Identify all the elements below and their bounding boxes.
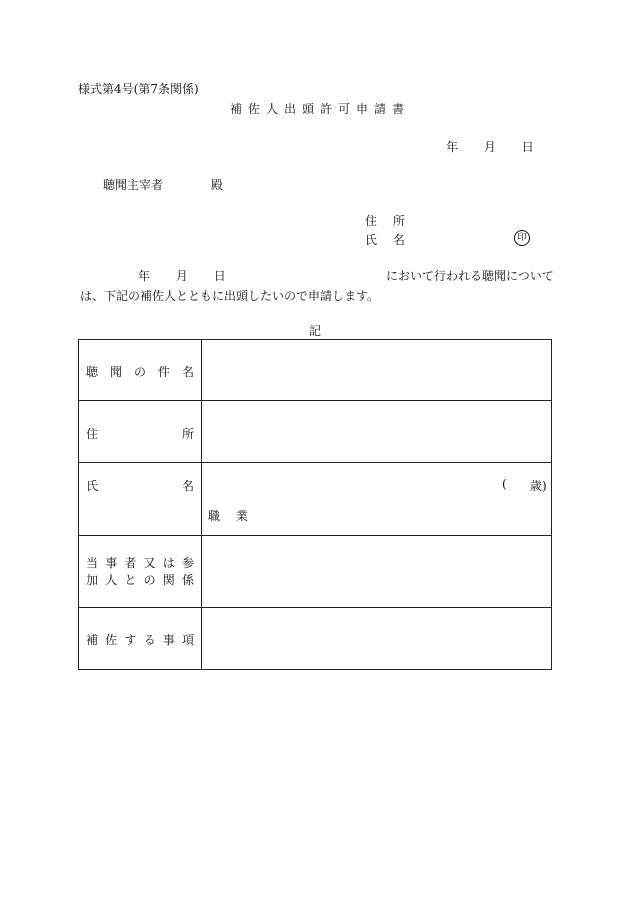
assistant-name-value[interactable] [202,463,552,536]
application-table [78,339,552,670]
body-line-1 [138,267,226,284]
document-title: 補佐人出頭許可申請書 [230,102,411,116]
label-char: 参 [181,556,194,570]
label-char: 件 [157,365,170,379]
body-day: 日 [213,269,226,283]
label-char: は [162,556,175,570]
form-number: 様式第4号(第7条関係) [78,82,199,96]
label-char: 氏 [86,479,99,493]
label-char: の [143,573,156,587]
age-open: ( [502,477,507,491]
table-row [79,401,552,463]
label-cell [79,340,202,401]
table-row [79,463,552,536]
label-char: 聴 [86,365,99,379]
label-char: と [124,573,137,587]
label-char: 加 [86,573,99,587]
label-char: 住 [86,427,99,441]
label-char: 関 [162,573,175,587]
label-char: 項 [181,633,194,647]
label-char: 佐 [105,633,118,647]
label-cell [79,608,202,670]
addressee-honorific: 殿 [210,178,223,192]
body-line-1-tail: において行われる聴聞について [386,269,554,283]
date-day: 日 [521,140,534,154]
body-month: 月 [175,269,188,283]
age-close: 歳) [530,479,547,493]
body-year: 年 [138,269,151,283]
addressee-name: 聴聞主宰者 [103,178,164,192]
assisted-matters-value[interactable] [202,608,552,670]
table-row [79,608,552,670]
applicant-address-label: 住 所 [365,214,409,228]
assisted-matters-label [86,631,194,648]
label-char: 聞 [109,365,122,379]
applicant-name-label: 氏 名 [365,233,409,247]
label-char: 所 [181,427,194,441]
seal-mark: 印 [514,230,530,246]
label-char: る [143,633,156,647]
label-cell [79,536,202,608]
date-line [446,138,534,155]
note-heading: 記 [309,324,322,338]
label-char: 係 [181,573,194,587]
table-row [79,536,552,608]
date-year: 年 [446,140,459,154]
label-char: 人 [105,573,118,587]
label-char: 事 [105,556,118,570]
label-char: 又 [143,556,156,570]
assistant-address-value[interactable] [202,401,552,463]
label-char: 名 [181,479,194,493]
assistant-name-label [86,477,194,494]
occupation-label: 職 業 [208,509,252,523]
label-char: 補 [86,633,99,647]
relationship-value[interactable] [202,536,552,608]
case-name-label [86,363,194,380]
label-char: の [133,365,146,379]
label-char: 名 [181,365,194,379]
label-cell [79,463,202,536]
label-char: 者 [124,556,137,570]
body-line-2: は、下記の補佐人とともに出頭したいので申請します。 [80,289,380,303]
date-month: 月 [483,140,496,154]
relationship-label-line-1 [86,555,194,572]
addressee [103,176,223,193]
label-char: す [124,633,137,647]
case-name-value[interactable] [202,340,552,401]
label-char: 事 [162,633,175,647]
relationship-label [86,555,194,589]
label-cell [79,401,202,463]
table-row [79,340,552,401]
relationship-label-line-2 [86,572,194,589]
label-char: 当 [86,556,99,570]
assistant-address-label [86,425,194,442]
